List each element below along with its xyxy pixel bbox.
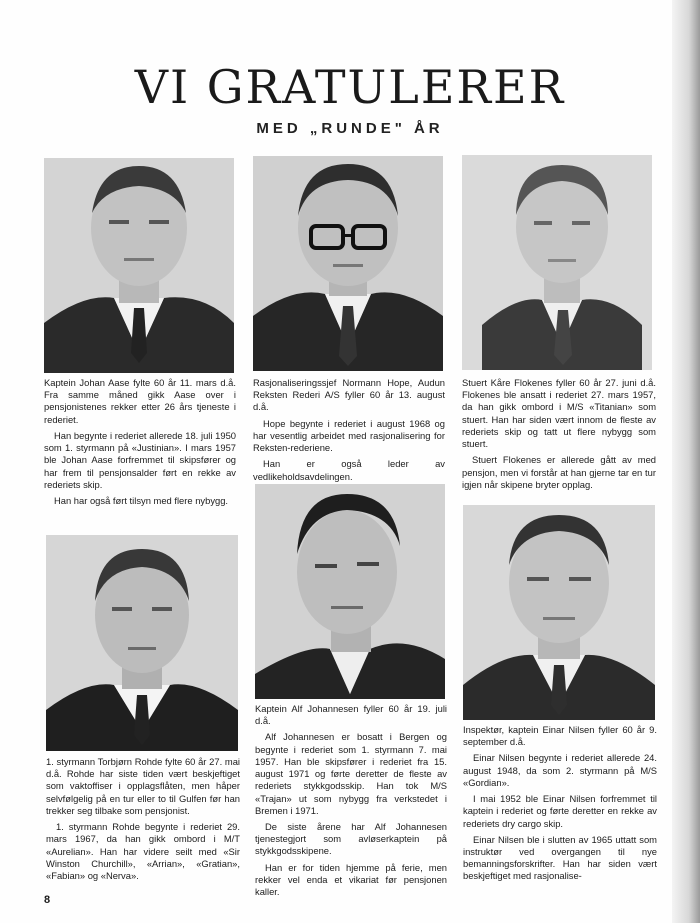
page-subtitle: MED „RUNDE" ÅR — [256, 120, 444, 137]
portrait-einar-nilsen — [463, 505, 655, 720]
portrait-kare-flokenes — [462, 155, 652, 370]
article-paragraph: 1. styrmann Rohde begynte i rederiet 29. mars 1967, da han gikk ombord i M/T «Aurelian». Han har videre seilt med «Sir Winston Churchill», «Arrian», «Gratian», «Fabian» og «Nerva». — [46, 821, 240, 881]
article-paragraph: Inspektør, kaptein Einar Nilsen fyller 60 år 9. september d.å. — [463, 724, 657, 748]
article-normann-hope — [253, 377, 445, 487]
article-paragraph: De siste årene har Alf Johannesen tjenestegjort som avløserkaptein på stykkgodsskipene. — [255, 820, 447, 857]
portrait-photo — [463, 505, 655, 720]
article-paragraph: I mai 1952 ble Einar Nilsen forfremmet til kaptein i rederiet og førte deretter en rekke av rederiets dry cargo skip. — [463, 793, 657, 829]
portrait-torbjorn-rohde — [46, 535, 238, 751]
article-paragraph: Rasjonaliseringssjef Normann Hope, Audun Reksten Rederi A/S fyller 60 år 13. august d.å. — [253, 377, 445, 413]
article-paragraph: Han begynte i rederiet allerede 18. juli 1950 som 1. styrmann på «Justinian». I mars 1957 ble Johan Aase forfremmet til skipsfører og har frem til pensjonsalder ført en rekke av rederiets skip. — [44, 429, 236, 490]
page-edge-shadow — [672, 0, 700, 923]
portrait-photo — [253, 156, 443, 371]
portrait-photo — [255, 484, 445, 699]
page-number: 8 — [44, 894, 51, 906]
article-paragraph: Han har også ført tilsyn med flere nybygg. — [54, 494, 229, 506]
article-paragraph: Einar Nilsen begynte i rederiet allerede 24. august 1948, da som 2. styrmann på M/S «Gordian». — [463, 752, 657, 788]
article-alf-johannesen — [255, 703, 447, 902]
article-johan-aase — [44, 377, 236, 511]
article-paragraph: Stuert Kåre Flokenes fyller 60 år 27. juni d.å. Flokenes ble ansatt i rederiet 27. mars 1957, da han gikk ombord i M/S «Titanian» som stuert. Han har siden vært innom de fleste av rederiets skip og tatt ut flere nybygg som stuert. — [462, 377, 656, 450]
article-paragraph: Einar Nilsen ble i slutten av 1965 uttatt som instruktør ved overgangen til nye bemanningsforskrifter. Han har siden vært beskjeftiget med rasjonalise- — [463, 833, 657, 882]
article-paragraph: Alf Johannesen er bosatt i Bergen og begynte i rederiet som 1. styrmann 7. mai 1957. Han ble skipsfører i rederiet fra 15. august 1971 og førte deretter de fleste av rederiets stykkgodsskip. Han tok M/S «Trajan» ut som nybygg fra verkstedet i Bremen i 1971. — [255, 731, 447, 816]
portrait-photo — [44, 158, 234, 373]
article-paragraph: 1. styrmann Torbjørn Rohde fylte 60 år 27. mai d.å. Rohde har siste tiden vært beskjeftiget som vaktoffiser i opplagsflåten, men håper selvfølgelig på en tur eller to til Gulfen før han trekker seg tilbake som pensjonist. — [46, 756, 240, 816]
article-paragraph: Hope begynte i rederiet i august 1968 og har vesentlig arbeidet med rasjonalisering for Reksten-rederiene. — [253, 417, 445, 454]
article-paragraph: Stuert Flokenes er allerede gått av med pensjon, men vi forstår at han gjerne tar en tur igjen når skipene bryter opplag. — [462, 454, 656, 490]
page-title: VI GRATULERER — [134, 60, 566, 114]
portrait-alf-johannesen — [255, 484, 445, 699]
article-kare-flokenes — [462, 377, 656, 495]
portrait-normann-hope — [253, 156, 443, 371]
article-paragraph: Kaptein Johan Aase fylte 60 år 11. mars d.å. Fra samme måned gikk Aase over i pensjonistenes rekker etter 26 års tjeneste i rederiet. — [44, 377, 236, 425]
article-paragraph: Han er for tiden hjemme på ferie, men rekker vel enda et vikariat før pensjonen kaller. — [255, 861, 447, 898]
article-paragraph: Han er også leder av vedlikeholdsavdelingen. — [253, 458, 445, 482]
portrait-photo — [462, 155, 652, 370]
article-paragraph: Kaptein Alf Johannesen fyller 60 år 19. juli d.å. — [255, 703, 447, 727]
portrait-johan-aase — [44, 158, 234, 373]
article-einar-nilsen — [463, 724, 657, 887]
article-torbjorn-rohde — [46, 756, 240, 886]
portrait-photo — [46, 535, 238, 751]
